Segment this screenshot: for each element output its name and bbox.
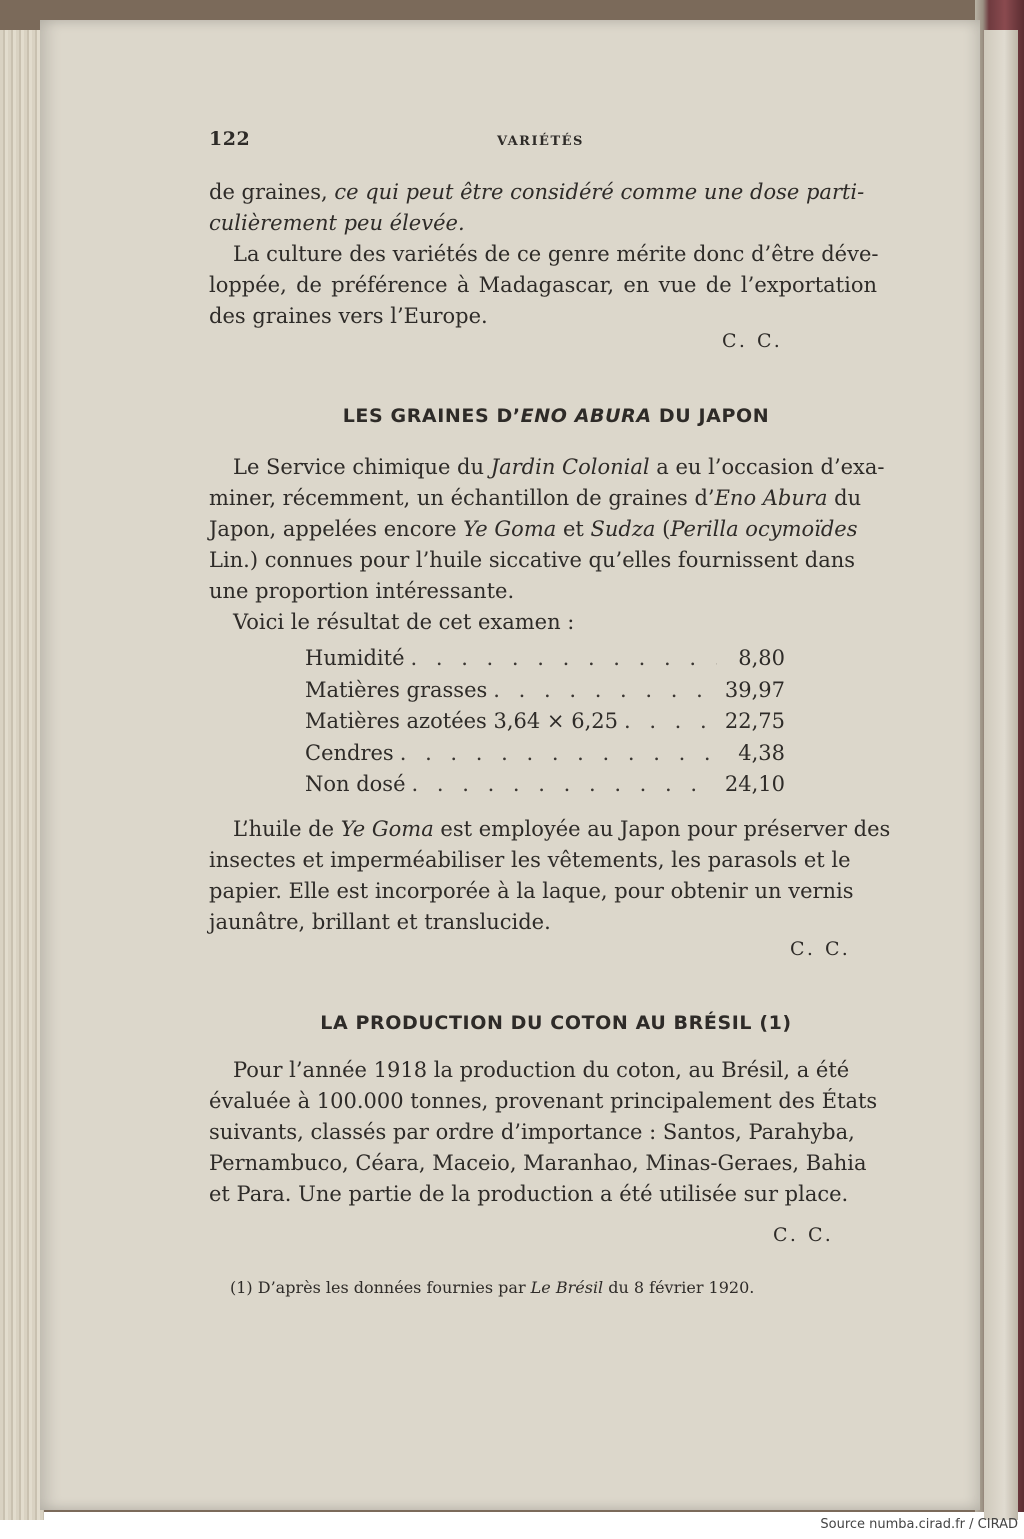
italic-text: Sudza (590, 517, 656, 541)
table-row (305, 678, 785, 710)
italic-text: Ye Goma (463, 517, 557, 541)
section1-closing-paragraph (209, 814, 891, 938)
text-run: Japon, appelées encore (209, 517, 464, 541)
leader-dots (406, 772, 717, 796)
footnote (230, 1278, 754, 1297)
text-line: loppée, de préférence à Madagascar, en vue de l’exportation (209, 273, 877, 297)
italic-text: Ye Goma (340, 817, 434, 841)
text-line: une proportion intéressante. (209, 579, 515, 603)
text-line: Voici le résultat de cet examen : (233, 610, 575, 634)
text-run: La culture des variétés de ce genre mérite donc d’être déve- (233, 242, 879, 266)
section-heading (222, 405, 890, 427)
table-row (305, 646, 785, 678)
section2-paragraph (209, 1055, 877, 1210)
result-value: 22,75 (724, 709, 785, 733)
text-run: de graines, (209, 180, 328, 204)
leader-dots (487, 678, 717, 702)
text-line (209, 239, 877, 270)
text-line: Pour l’année 1918 la production du coton, au Brésil, a été (233, 1058, 850, 1082)
book-page-edges (0, 30, 44, 1520)
text-line: des graines vers l’Europe. (209, 304, 488, 328)
text-line: papier. Elle est incorporée à la laque, pour obtenir un vernis (209, 879, 854, 903)
text-run: a eu l’occasion d’exa- (649, 455, 885, 479)
result-label: Matières grasses (305, 677, 488, 702)
italic-text: ce qui peut être considéré comme une dose parti- (334, 180, 865, 204)
signature: C. C. (722, 330, 783, 352)
result-label: Humidité (305, 646, 405, 670)
heading-text: DU JAPON (651, 405, 770, 427)
analysis-results-table (305, 646, 785, 804)
table-row (305, 709, 785, 741)
running-title: VARIÉTÉS (497, 134, 584, 149)
footnote-text: (1) D’après les données fournies par (230, 1278, 531, 1297)
text-line: Lin.) connues pour l’huile siccative qu’elles fournissent dans (209, 548, 856, 572)
text-line (209, 177, 877, 208)
text-line: évaluée à 100.000 tonnes, provenant principalement des États (209, 1089, 878, 1113)
italic-text: Eno Abura (714, 486, 828, 510)
text-run: est employée au Japon pour préserver des (433, 817, 891, 841)
footnote-text: du 8 février 1920. (603, 1278, 755, 1297)
result-value: 39,97 (724, 677, 785, 702)
text-run: Le Service chimique du (233, 455, 491, 479)
italic-text: Jardin Colonial (490, 455, 650, 479)
text-line: suivants, classés par ordre d’importance : Santos, Parahyba, (209, 1120, 855, 1144)
text-line (209, 483, 877, 514)
table-row (305, 741, 785, 773)
result-value: 24,10 (724, 772, 785, 796)
section1-paragraph (209, 452, 885, 638)
leader-dots (405, 646, 718, 670)
text-run: et (556, 517, 591, 541)
leader-dots (394, 741, 717, 765)
result-label: Matières azotées 3,64 × 6,25 (305, 709, 618, 733)
text-run: du (827, 486, 862, 510)
section-heading: LA PRODUCTION DU COTON AU BRÉSIL (1) (320, 1012, 792, 1034)
signature: C. C. (790, 938, 851, 960)
text-line (209, 814, 891, 845)
result-label: Non dosé (305, 772, 406, 796)
italic-text: culièrement peu élevée. (209, 211, 465, 235)
footnote-italic-text: Le Brésil (530, 1278, 604, 1297)
table-row (305, 772, 785, 804)
text-run: ( (655, 517, 671, 541)
italic-text: Perilla ocymoïdes (670, 517, 858, 541)
text-run: L’huile de (233, 817, 341, 841)
intro-paragraph (209, 177, 877, 332)
heading-text: LES GRAINES D’ (342, 405, 521, 427)
text-line: Pernambuco, Céara, Maceio, Maranhao, Minas-Geraes, Bahia (209, 1151, 867, 1175)
text-run: miner, récemment, un échantillon de graines d’ (209, 486, 715, 510)
text-line (209, 452, 885, 483)
source-caption: Source numba.cirad.fr / CIRAD (820, 1517, 1018, 1532)
leader-dots (618, 709, 717, 733)
text-line: insectes et imperméabiliser les vêtements, les parasols et le (209, 848, 851, 872)
text-line (209, 514, 877, 545)
result-label: Cendres (305, 740, 394, 765)
result-value: 4,38 (738, 740, 785, 765)
signature: C. C. (773, 1224, 834, 1246)
facing-page-edge (984, 30, 1018, 1520)
result-value: 8,80 (738, 646, 785, 670)
page-number: 122 (209, 128, 251, 150)
heading-italic-text: ENO ABURA (520, 405, 652, 427)
text-line: et Para. Une partie de la production a été utilisée sur place. (209, 1182, 849, 1206)
text-line: jaunâtre, brillant et translucide. (209, 910, 551, 934)
